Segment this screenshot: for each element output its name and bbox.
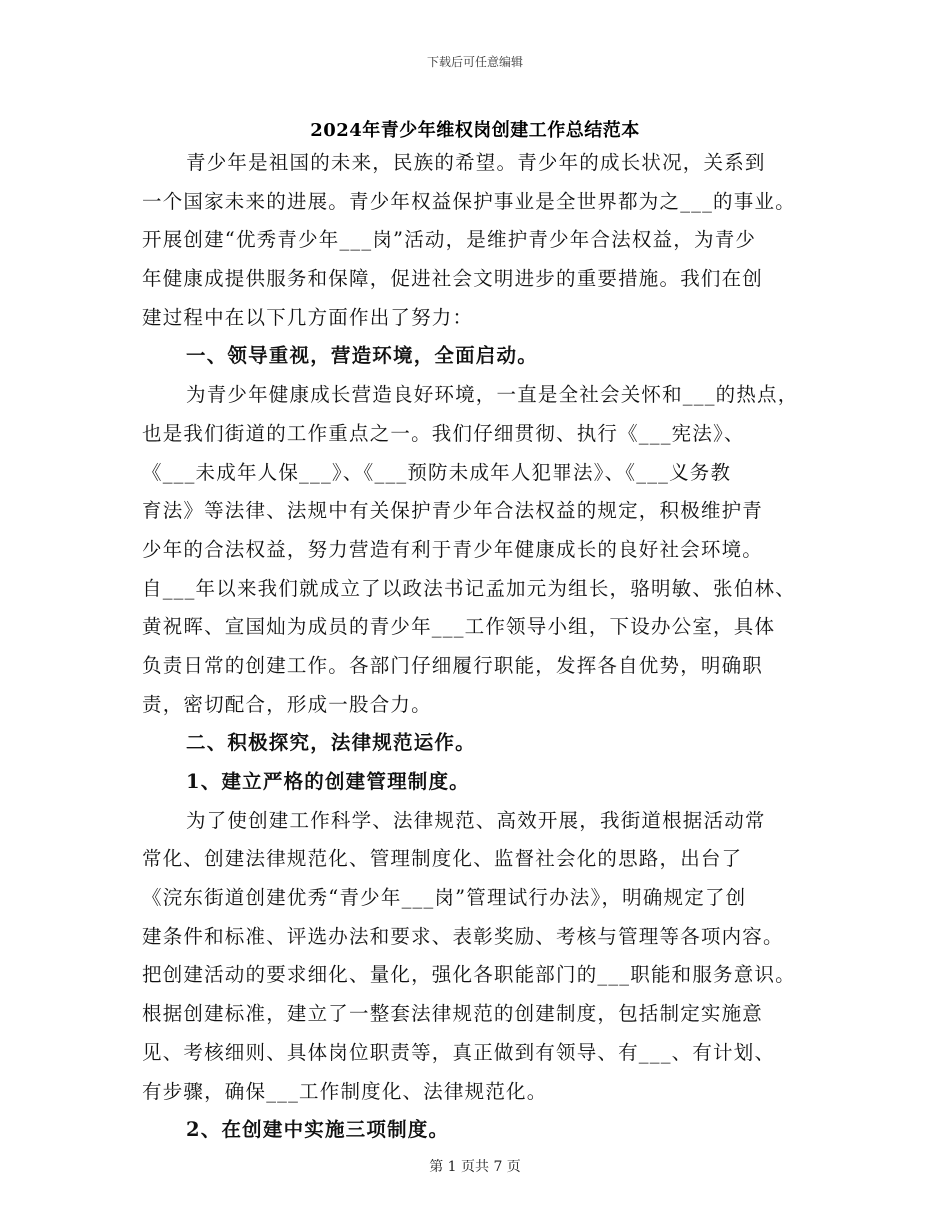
paragraph-line: 黄祝晖、宣国灿为成员的青少年___工作领导小组，下设办公室，具体	[142, 615, 776, 639]
paragraph-line: 少年的合法权益，努力营造有利于青少年健康成长的良好社会环境。	[142, 537, 764, 561]
page-number: 第 1 页共 7 页	[429, 1159, 521, 1175]
paragraph-line: 建过程中在以下几方面作出了努力：	[142, 305, 474, 329]
section-heading: 一、领导重视，营造环境，全面启动。	[186, 344, 538, 368]
paragraph-line: 自___年以来我们就成立了以政法书记孟加元为组长，骆明敏、张伯林、	[142, 576, 796, 600]
paragraph-line: 一个国家未来的进展。青少年权益保护事业是全世界都为之___的事业。	[142, 189, 796, 213]
paragraph-line: 根据创建标准，建立了一整套法律规范的创建制度，包括制定实施意	[142, 1002, 764, 1026]
paragraph-line: 也是我们街道的工作重点之一。我们仔细贯彻、执行《___宪法》、	[142, 421, 745, 445]
paragraph-line: 把创建活动的要求细化、量化，强化各职能部门的___职能和服务意识。	[142, 963, 796, 987]
section-heading: 1、建立严格的创建管理制度。	[186, 770, 470, 793]
paragraph-line: 青少年是祖国的未来，民族的希望。青少年的成长状况，关系到	[186, 151, 766, 174]
paragraph-line: 开展创建“优秀青少年___岗”活动，是维护青少年合法权益，为青少	[142, 228, 757, 252]
paragraph-line: 为了使创建工作科学、法律规范、高效开展，我街道根据活动常	[186, 808, 766, 832]
document-title: 2024年青少年维权岗创建工作总结范本	[310, 120, 640, 141]
page-header-note: 下载后可任意编辑	[426, 55, 523, 69]
document-body	[142, 144, 822, 1150]
paragraph-line: 有步骤，确保___工作制度化、法律规范化。	[142, 1079, 548, 1103]
section-heading: 2、在创建中实施三项制度。	[186, 1118, 450, 1142]
paragraph-line: 见、考核细则、具体岗位职责等，真正做到有领导、有___、有计划、	[142, 1040, 776, 1064]
section-heading: 二、积极探究，法律规范运作。	[186, 731, 476, 755]
paragraph-line: 《___未成年人保___》、《___预防未成年人犯罪法》、《___义务教	[142, 460, 732, 484]
paragraph-line: 年健康成提供服务和保障，促进社会文明进步的重要措施。我们在创	[142, 267, 764, 291]
paragraph-line: 育法》等法律、法规中有关保护青少年合法权益的规定，积极维护青	[142, 499, 764, 523]
paragraph-line: 责，密切配合，形成一股合力。	[142, 692, 432, 716]
paragraph-line: 《浣东街道创建优秀“青少年___岗”管理试行办法》，明确规定了创	[142, 886, 747, 910]
paragraph-line: 为青少年健康成长营造良好环境，一直是全社会关怀和___的热点，	[186, 383, 799, 407]
paragraph-line: 负责日常的创建工作。各部门仔细履行职能，发挥各自优势，明确职	[142, 653, 764, 677]
paragraph-line: 建条件和标准、评选办法和要求、表彰奖励、考核与管理等各项内容。	[142, 924, 784, 948]
paragraph-line: 常化、创建法律规范化、管理制度化、监督社会化的思路，出台了	[142, 847, 743, 871]
